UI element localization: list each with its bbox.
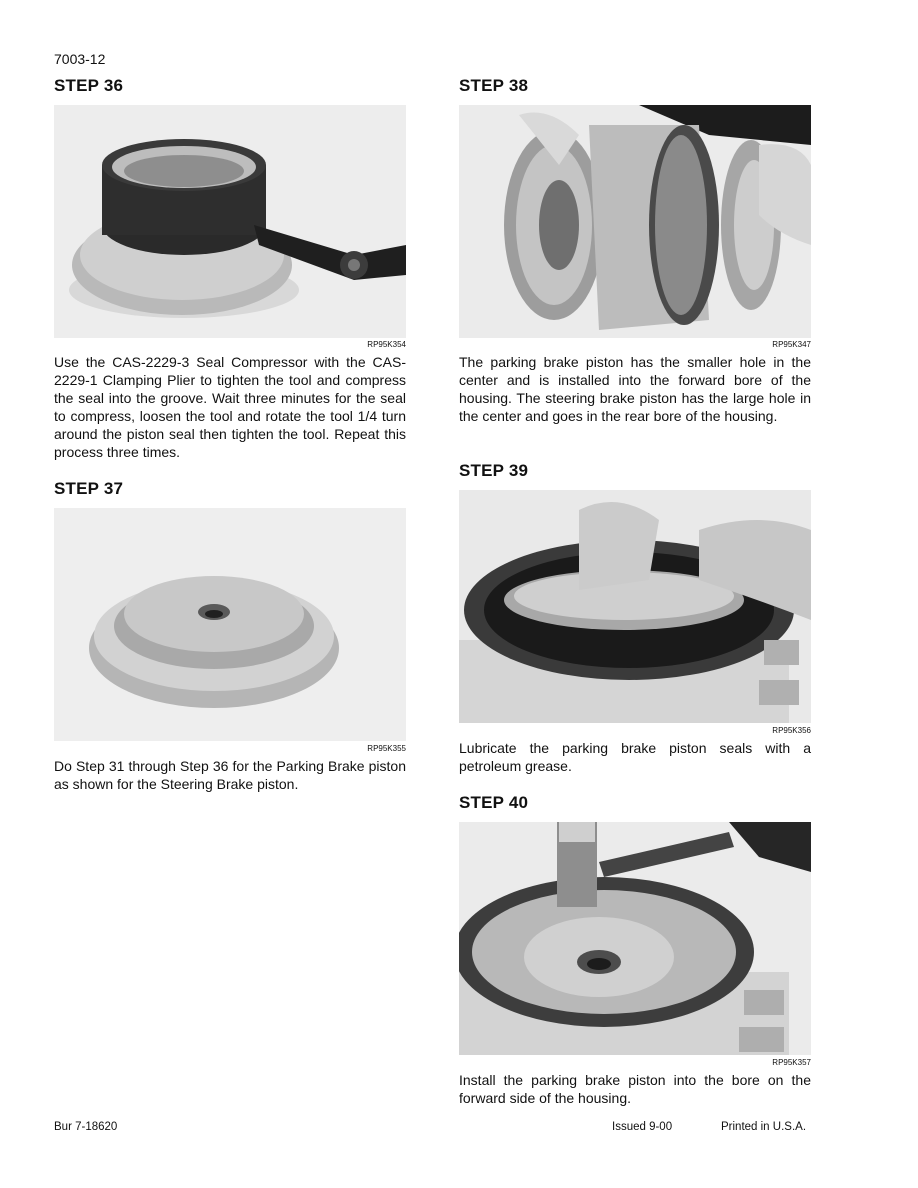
page-number: 7003-12 [54, 51, 106, 67]
step-37-heading: STEP 37 [54, 479, 124, 498]
step-39-text: Lubricate the parking brake piston seals with a petroleum grease. [459, 740, 811, 774]
step-40-photo-ref: RP95K357 [772, 1058, 811, 1067]
step-36-heading: STEP 36 [54, 76, 124, 95]
step-38-photo [459, 105, 811, 338]
step-39-photo-ref: RP95K356 [772, 726, 811, 735]
step-38-photo-ref: RP95K347 [772, 340, 811, 349]
step-37-photo-ref: RP95K355 [367, 744, 406, 753]
step-39-photo [459, 490, 811, 723]
step-40-text: Install the parking brake piston into the bore on the forward side of the housing. [459, 1072, 811, 1106]
footer-doc-number: Bur 7-18620 [54, 1121, 118, 1133]
step-36-photo-ref: RP95K354 [367, 340, 406, 349]
step-36-text: Use the CAS-2229-3 Seal Compressor with the CAS-2229-1 Clamping Plier to tighten the tool and compress the seal into the groove. Wait three minutes for the seal to compress, loosen the tool and rotate the tool 1/4 turn around the piston seal then tighten the tool. Repeat this process three times. [54, 354, 406, 460]
step-37-text: Do Step 31 through Step 36 for the Parking Brake piston as shown for the Steering Brake piston. [54, 758, 406, 792]
step-38-text: The parking brake piston has the smaller hole in the center and is installed into the forward bore of the housing. The steering brake piston has the large hole in the center and goes in the rear bore of the housing. [459, 354, 811, 424]
step-38-heading: STEP 38 [459, 76, 529, 95]
step-36-photo [54, 105, 406, 338]
footer-issued: Issued 9-00 [612, 1121, 673, 1133]
step-40-heading: STEP 40 [459, 793, 529, 812]
step-40-photo [459, 822, 811, 1055]
step-39-heading: STEP 39 [459, 461, 529, 480]
step-37-photo [54, 508, 406, 741]
footer-printed: Printed in U.S.A. [721, 1121, 807, 1133]
